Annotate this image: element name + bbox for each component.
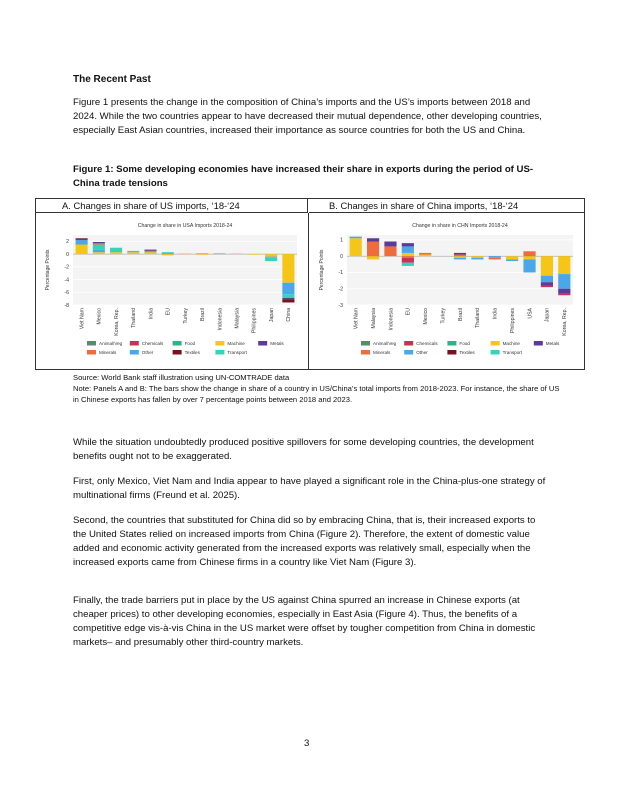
bar-segment-transport [127, 251, 139, 252]
bar-segment-metals [93, 242, 105, 243]
bar-segment-metals [558, 289, 570, 294]
legend-swatch [173, 341, 182, 346]
x-tick-label: Mexico [423, 308, 430, 325]
legend-swatch [173, 350, 182, 355]
y-tick-label: 0 [340, 253, 343, 260]
y-axis-label: Percentage Points [319, 249, 325, 291]
legend-swatch [491, 350, 500, 355]
legend-swatch [404, 350, 413, 355]
bar-segment-other [282, 283, 294, 294]
bar-segment-other [454, 258, 466, 260]
bar-segment-machine [162, 254, 174, 255]
bar-segment-transport [282, 294, 294, 298]
bar-segment-other [471, 258, 483, 260]
bar-segment-machine [471, 256, 483, 258]
bar-segment-minerals [454, 255, 466, 257]
legend-swatch [215, 341, 224, 346]
panel-b-header: B. Changes in share of China imports, ‘18-‘24 [309, 199, 584, 213]
legend-label: Metals [545, 341, 560, 346]
legend-label: Other [416, 350, 428, 355]
legend-swatch [534, 341, 543, 346]
legend-swatch [215, 350, 224, 355]
legend-label: Transport [227, 350, 247, 355]
bar-segment-machine [367, 256, 379, 259]
legend-swatch [361, 341, 370, 346]
bar-segment-machine [145, 252, 157, 254]
panel-divider [308, 213, 309, 369]
x-tick-label: Indonesia [388, 308, 395, 331]
bar-segment-other [402, 246, 414, 253]
x-tick-label: Brazil [457, 308, 464, 321]
legend-swatch [258, 341, 267, 346]
y-tick-label: -2 [338, 286, 343, 293]
chart-title: Change in share in CHN Imports 2018-24 [412, 223, 508, 229]
y-tick-label: -4 [64, 277, 69, 284]
plot-area [73, 235, 297, 305]
legend-label: Transport [502, 350, 523, 355]
x-tick-label: Malaysia [370, 308, 377, 329]
bar-segment-machine [248, 254, 260, 255]
bar-segment-machine [76, 245, 88, 255]
bar-segment-other [558, 274, 570, 289]
x-tick-label: USA [527, 308, 534, 319]
page-number: 3 [304, 738, 310, 749]
legend-label: Minerals [99, 350, 117, 355]
bar-segment-other [506, 259, 518, 261]
legend-swatch [447, 350, 456, 355]
bar-segment-machine [350, 238, 362, 256]
bar-segment-machine [196, 254, 208, 255]
bar-segment-machine [402, 253, 414, 256]
bar-segment-other [523, 259, 535, 272]
bar-segment-transport [110, 248, 122, 252]
bar-segment-other [127, 252, 139, 253]
bar-segment-other [213, 253, 225, 254]
x-tick-label: Viet Nam [353, 308, 360, 330]
x-tick-label: Korea, Rep. [562, 308, 569, 336]
legend-swatch [87, 350, 96, 355]
figure-source: Source: World Bank staff illustration using UN-COMTRADE data [73, 373, 290, 382]
x-tick-label: Korea, Rep. [113, 308, 120, 336]
x-tick-label: India [492, 308, 499, 320]
panel-a-header: A. Changes in share of US imports, ‘18-‘24 [36, 199, 308, 213]
y-tick-label: 2 [66, 239, 69, 246]
x-tick-label: Indonesia [217, 308, 224, 331]
bar-segment-metals [282, 298, 294, 299]
bar-segment-machine [127, 252, 139, 254]
chart-b-svg [313, 215, 581, 367]
bar-segment-machine [179, 253, 191, 254]
legend-label: Textiles [459, 350, 475, 355]
bar-segment-chemicals [541, 285, 553, 287]
bar-segment-machine [523, 256, 535, 259]
legend-swatch [491, 341, 500, 346]
x-tick-label: Thailand [131, 308, 138, 328]
x-tick-label: Thailand [475, 308, 482, 328]
bar-segment-metals [454, 253, 466, 255]
legend-label: Minerals [373, 350, 391, 355]
bar-segment-metals [76, 239, 88, 240]
x-tick-label: Philippines [251, 308, 258, 334]
legend-swatch [130, 350, 139, 355]
section-heading: The Recent Past [73, 74, 151, 85]
paragraph-1: Figure 1 presents the change in the composition of China’s imports and the US’s imports between 2018 and 2024. While the two countries appear to have decreased their mutual dependence, other developing countries, especially East Asian countries, increased their importance as source countries for both the US and China. [73, 97, 542, 136]
legend-swatch [404, 341, 413, 346]
bar-segment-machine [558, 256, 570, 274]
bar-segment-metals [402, 243, 414, 246]
bar-segment-other [93, 250, 105, 253]
bar-segment-minerals [367, 242, 379, 257]
chart-title: Change in share in USA Imports 2018-24 [137, 223, 233, 229]
x-tick-label: Turkey [182, 308, 189, 324]
x-tick-label: India [148, 308, 155, 320]
x-tick-label: EU [165, 308, 172, 316]
panel-a-chart [39, 215, 305, 367]
bar-segment-transport [162, 252, 174, 253]
legend-label: Machine [502, 341, 520, 346]
bar-segment-machine [93, 252, 105, 254]
bar-segment-transport [265, 257, 277, 261]
bar-segment-other [76, 240, 88, 244]
x-tick-label: EU [405, 308, 412, 316]
bar-segment-other [350, 237, 362, 239]
y-tick-label: 1 [340, 237, 343, 244]
figure-note: Note: Panels A and B: The bars show the change in share of a country in US/China’s total imports from 2018-2023. For instance, the share of US in Chinese exports has fallen by over 7 percentage points between 2018 and 2023. [73, 384, 560, 404]
bar-segment-minerals [93, 243, 105, 244]
bar-segment-minerals [523, 251, 535, 256]
legend-label: Textiles [184, 350, 200, 355]
bar-segment-transport [402, 263, 414, 266]
bar-segment-metals [384, 242, 396, 247]
legend-label: Animal/Veg [99, 341, 123, 346]
x-tick-label: Japan [544, 308, 551, 323]
legend-label: Food [184, 341, 196, 346]
legend-swatch [361, 350, 370, 355]
legend-label: Animal/Veg [373, 341, 397, 346]
bar-segment-textiles [76, 238, 88, 239]
chart-a-svg [39, 215, 305, 367]
bar-segment-chemicals [402, 258, 414, 263]
paragraph-5: Finally, the trade barriers put in place by the US against China spurred an increase in Chinese exports (at cheaper prices) to other developing economies, especially in East Asia (Figure 4). Thus, the benefits of a competitive edge vis-à-vis China in the US market were offset by tougher competition from China in domestic markets– and presumably other third-country markets. [73, 595, 536, 648]
bar-segment-machine [419, 255, 431, 257]
bar-segment-other [145, 252, 157, 253]
bar-segment-minerals [489, 258, 501, 260]
legend-label: Food [459, 341, 470, 346]
y-tick-label: -1 [338, 270, 343, 277]
y-tick-label: -3 [338, 302, 343, 309]
legend-label: Chemicals [141, 341, 164, 346]
bar-segment-minerals [419, 253, 431, 255]
paragraph-4: Second, the countries that substituted for China did so by embracing China, that is, their increased exports to the United States relied on increased imports from China (Figure 2). Therefore, the extent of domestic value added and economic activity generated from the increased exports was relatively small, especially when the increased exports came from Chinese firms in a country like Viet Nam (Figure 3). [73, 515, 536, 568]
bar-segment-minerals [402, 256, 414, 258]
legend-swatch [130, 341, 139, 346]
x-tick-label: Turkey [440, 308, 447, 324]
bar-segment-machine [282, 254, 294, 283]
figure-1 [35, 198, 585, 370]
bar-segment-machine [506, 256, 518, 259]
x-tick-label: Mexico [96, 308, 103, 325]
y-tick-label: 0 [66, 251, 69, 258]
bar-segment-machine [110, 252, 122, 254]
bar-segment-other [265, 257, 277, 258]
legend-swatch [87, 341, 96, 346]
bar-segment-other [162, 253, 174, 254]
figure-title: Figure 1: Some developing economies have increased their share in exports during the period of US-China trade tensions [73, 164, 534, 189]
y-axis-label: Percentage Points [45, 249, 51, 291]
bar-segment-transport [93, 245, 105, 250]
legend-swatch [447, 341, 456, 346]
y-tick-label: -6 [64, 290, 69, 297]
paragraph-3: First, only Mexico, Viet Nam and India appear to have played a significant role in the China-plus-one strategy of multinational firms (Freund et al. 2025). [73, 476, 546, 501]
x-tick-label: Japan [268, 308, 275, 323]
bar-segment-chemicals [558, 294, 570, 296]
legend-label: Other [141, 350, 154, 355]
x-tick-label: Philippines [509, 308, 516, 334]
x-tick-label: Brazil [200, 308, 207, 321]
plot-area [347, 235, 573, 305]
bar-segment-other [541, 276, 553, 283]
bar-segment-metals [145, 250, 157, 251]
bar-segment-machine [265, 254, 277, 257]
bar-segment-minerals [196, 253, 208, 254]
x-tick-label: China [286, 308, 293, 322]
bar-segment-textiles [145, 250, 157, 251]
bar-segment-minerals [145, 251, 157, 252]
legend-label: Chemicals [416, 341, 438, 346]
bar-segment-machine [454, 256, 466, 258]
panel-b-chart [313, 215, 581, 367]
bar-segment-other [489, 256, 501, 258]
y-tick-label: -2 [64, 264, 69, 271]
paragraph-2: While the situation undoubtedly produced positive spillovers for some developing countries, the development benefits ought not to be exaggerated. [73, 437, 534, 462]
bar-segment-other [110, 252, 122, 253]
x-tick-label: Viet Nam [79, 308, 86, 330]
legend-label: Machine [227, 341, 245, 346]
bar-segment-machine [541, 256, 553, 276]
bar-segment-minerals [384, 246, 396, 256]
bar-segment-metals [367, 238, 379, 241]
y-tick-label: -8 [64, 302, 69, 309]
bar-segment-textiles [282, 299, 294, 302]
x-tick-label: Malaysia [234, 308, 241, 329]
bar-segment-metals [541, 282, 553, 285]
bar-segment-machine [231, 253, 243, 254]
legend-label: Metals [270, 341, 284, 346]
